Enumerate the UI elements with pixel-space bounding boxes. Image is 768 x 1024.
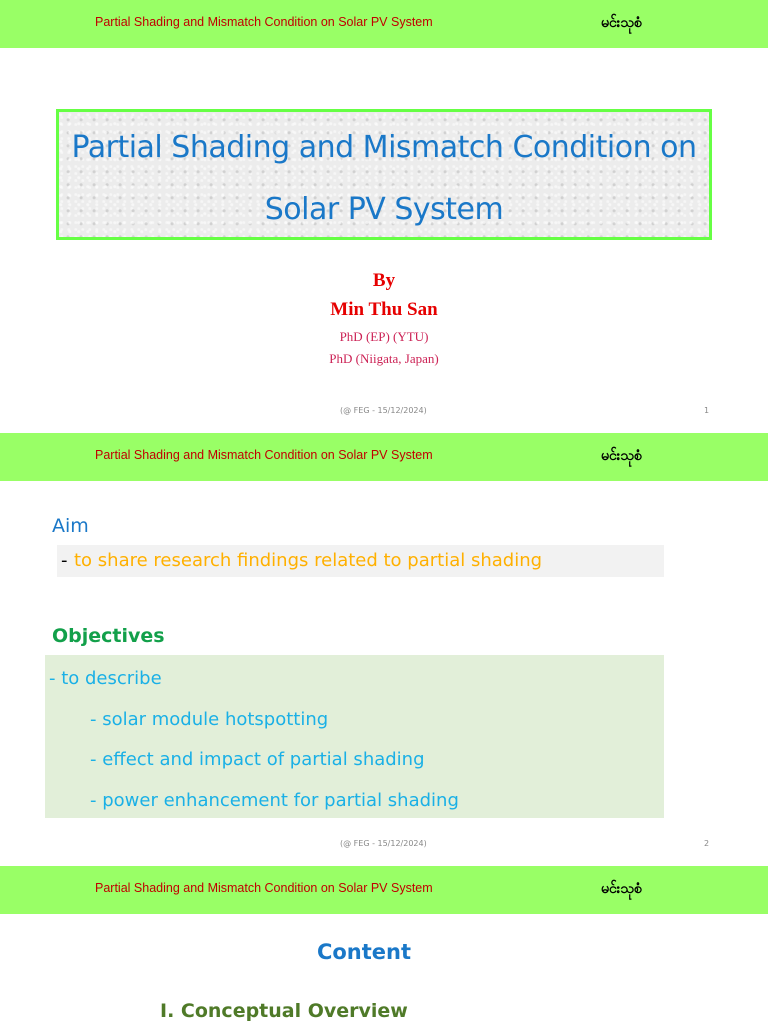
- aim-dash: -: [61, 550, 68, 571]
- slide-2: [0, 433, 768, 866]
- author-degree-2: PhD (Niigata, Japan): [329, 351, 439, 366]
- author-name: Min Thu San: [330, 299, 438, 320]
- aim-heading: Aim: [52, 515, 89, 537]
- slide-3: [0, 866, 768, 1024]
- slide-1: [0, 0, 768, 433]
- author-degree-1: PhD (EP) (YTU): [339, 329, 429, 344]
- objectives-box: [45, 655, 664, 818]
- slide-header: [0, 866, 768, 914]
- slide-header: [0, 433, 768, 481]
- slide-title-line-1: Partial Shading and Mismatch Condition on: [71, 130, 697, 165]
- aim-text: to share research findings related to partial shading: [74, 550, 543, 571]
- footer-date: (@ FEG - 15/12/2024): [340, 406, 427, 415]
- objective-item: - effect and impact of partial shading: [90, 749, 425, 770]
- objective-item: - solar module hotspotting: [90, 709, 329, 730]
- page-number: 1: [704, 406, 710, 415]
- title-box: [56, 109, 712, 240]
- header-title: Partial Shading and Mismatch Condition on Solar PV System: [95, 15, 433, 29]
- header-author-myanmar: မင်းသုစံ: [601, 448, 642, 464]
- by-label: By: [372, 270, 396, 291]
- slide-title-line-2: Solar PV System: [264, 192, 504, 227]
- objectives-heading: Objectives: [52, 625, 165, 647]
- header-author-myanmar: မင်းသုစံ: [601, 881, 642, 897]
- content-heading: Content: [316, 940, 412, 964]
- page-number: 2: [704, 839, 710, 848]
- aim-box: [57, 545, 664, 577]
- header-title: Partial Shading and Mismatch Condition on Solar PV System: [95, 448, 433, 462]
- footer-date: (@ FEG - 15/12/2024): [340, 839, 427, 848]
- objective-item: - power enhancement for partial shading: [90, 790, 459, 811]
- objective-item: - to describe: [49, 668, 162, 689]
- header-title: Partial Shading and Mismatch Condition on Solar PV System: [95, 881, 433, 895]
- slide-header: [0, 0, 768, 48]
- content-item: I. Conceptual Overview: [160, 1000, 408, 1022]
- header-author-myanmar: မင်းသုစံ: [601, 15, 642, 31]
